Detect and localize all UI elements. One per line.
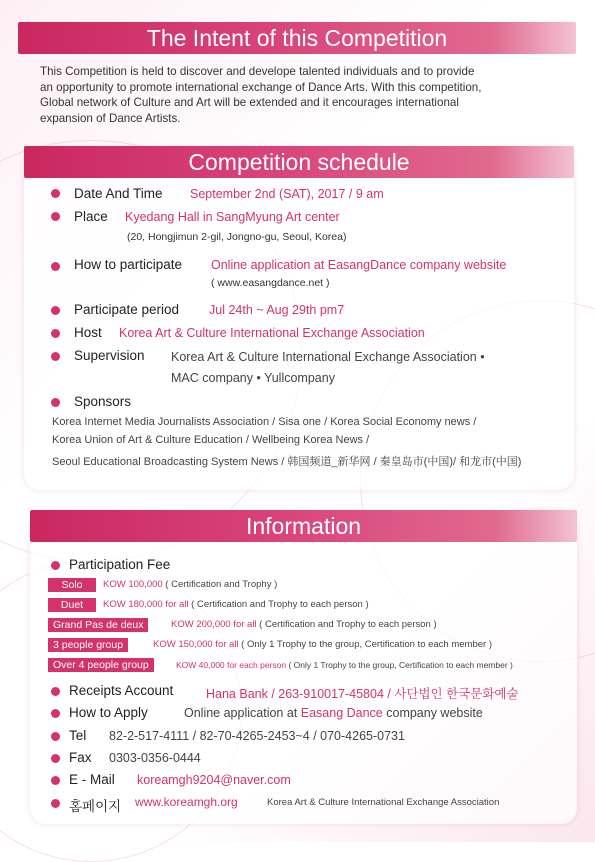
fee-note: ( Certification and Trophy to each person ): [188, 599, 369, 610]
how-to-participate-label: How to participate: [74, 257, 183, 272]
date-label: Date And Time: [74, 186, 163, 201]
place-value: Kyedang Hall in SangMyung Art center: [125, 210, 340, 224]
fee-note: ( Certification and Trophy ): [162, 579, 278, 590]
place-address: (20, Hongjimun 2-gil, Jongno-gu, Seoul, Korea): [127, 231, 347, 243]
bullet-icon: [51, 732, 60, 741]
fee-tag-grand-pas: Grand Pas de deux: [48, 618, 148, 632]
place-label: Place: [74, 209, 108, 224]
bullet-icon: [51, 189, 60, 198]
apply-pre: Online application at: [184, 706, 301, 720]
sponsors-line: Korea Internet Media Journalists Association / Sisa one / Korea Social Economy news /: [52, 416, 477, 428]
fee-note: ( Certification and Trophy to each person ): [256, 619, 437, 630]
fee-tag-over-4: Over 4 people group: [48, 658, 154, 672]
bullet-icon: [51, 709, 60, 718]
bullet-icon: [51, 398, 60, 407]
fee-line: [176, 658, 513, 672]
fee-price: KOW 40,000 for each person: [176, 660, 287, 670]
bullet-icon: [51, 212, 60, 221]
supervision-line: Korea Art & Culture International Exchange Association •: [171, 350, 485, 364]
apply-brand: Easang Dance: [300, 706, 383, 720]
bullet-icon: [51, 561, 60, 570]
homepage-link[interactable]: www.koreamgh.org: [135, 795, 238, 809]
fee-tag-3-people: 3 people group: [48, 638, 128, 652]
tel-label: Tel: [69, 728, 87, 743]
fax-value: 0303-0356-0444: [109, 751, 201, 765]
intent-line: This Competition is held to discover and develope talented individuals and to provide: [40, 65, 475, 78]
bullet-icon: [51, 262, 60, 271]
apply-value: [184, 706, 483, 720]
email-link[interactable]: koreamgh9204@naver.com: [137, 773, 291, 787]
date-value: September 2nd (SAT), 2017 / 9 am: [190, 187, 384, 201]
homepage-label: 홈페이지: [69, 799, 122, 814]
fee-tag-duet: Duet: [48, 598, 96, 612]
period-value: Jul 24th ~ Aug 29th pm7: [209, 303, 345, 317]
sponsors-label: Sponsors: [74, 394, 132, 409]
bullet-icon: [51, 799, 60, 808]
supervision-line: MAC company • Yullcompany: [171, 371, 335, 385]
fee-line: [103, 578, 277, 592]
sponsors-line: Seoul Educational Broadcasting System News / 韩国频道_新华网 / 秦皇岛市(中国)/ 和龙市(中国): [52, 456, 522, 468]
intent-title: The Intent of this Competition: [146, 25, 448, 51]
fee-line: [103, 598, 369, 612]
bullet-icon: [51, 329, 60, 338]
fee-note: ( Only 1 Trophy to the group, Certification to each member ): [286, 660, 513, 670]
email-label: E - Mail: [69, 772, 115, 787]
fee-note: ( Only 1 Trophy to the group, Certification to each member ): [238, 639, 492, 650]
fax-label: Fax: [69, 750, 92, 765]
bullet-icon: [51, 687, 60, 696]
how-to-participate-value: Online application at EasangDance company website: [211, 258, 507, 272]
supervision-label: Supervision: [74, 348, 145, 363]
host-value: Korea Art & Culture International Exchange Association: [119, 326, 425, 340]
intent-title-banner: [18, 22, 576, 54]
how-to-participate-url[interactable]: ( www.easangdance.net ): [211, 277, 330, 289]
information-title: Information: [245, 513, 362, 539]
intent-line: Global network of Culture and Art will be extended and it encourages international: [40, 96, 459, 109]
account-value: Hana Bank / 263-910017-45804 / 사단법인 한국문화예술: [206, 687, 519, 701]
intent-line: expansion of Dance Artists.: [40, 111, 181, 125]
fee-price: KOW 100,000: [103, 579, 163, 590]
sponsors-line: Korea Union of Art & Culture Education / Wellbeing Korea News /: [52, 434, 370, 446]
schedule-title: Competition schedule: [188, 149, 410, 175]
intent-line: an opportunity to promote international exchange of Dance Arts. With this competition,: [40, 80, 482, 94]
information-title-banner: [30, 510, 577, 542]
apply-label: How to Apply: [69, 705, 148, 720]
schedule-title-banner: [24, 146, 574, 178]
period-label: Participate period: [74, 302, 180, 317]
host-label: Host: [74, 325, 102, 340]
bullet-icon: [51, 352, 60, 361]
intent-paragraph: [40, 64, 575, 126]
bullet-icon: [51, 754, 60, 763]
fee-line: [153, 638, 492, 652]
apply-post: company website: [382, 706, 483, 720]
fee-tag-solo: Solo: [48, 578, 96, 592]
tel-value: 82-2-517-4111 / 82-70-4265-2453~4 / 070-4265-0731: [109, 729, 405, 743]
fee-price: KOW 180,000 for all: [103, 599, 189, 610]
fee-line: [171, 618, 437, 632]
bullet-icon: [51, 776, 60, 785]
fee-price: KOW 200,000 for all: [171, 619, 257, 630]
homepage-org: Korea Art & Culture International Exchange Association: [267, 797, 500, 808]
bullet-icon: [51, 306, 60, 315]
account-label: Receipts Account: [69, 683, 174, 698]
fee-price: KOW 150,000 for all: [153, 639, 239, 650]
fee-label: Participation Fee: [69, 557, 171, 572]
